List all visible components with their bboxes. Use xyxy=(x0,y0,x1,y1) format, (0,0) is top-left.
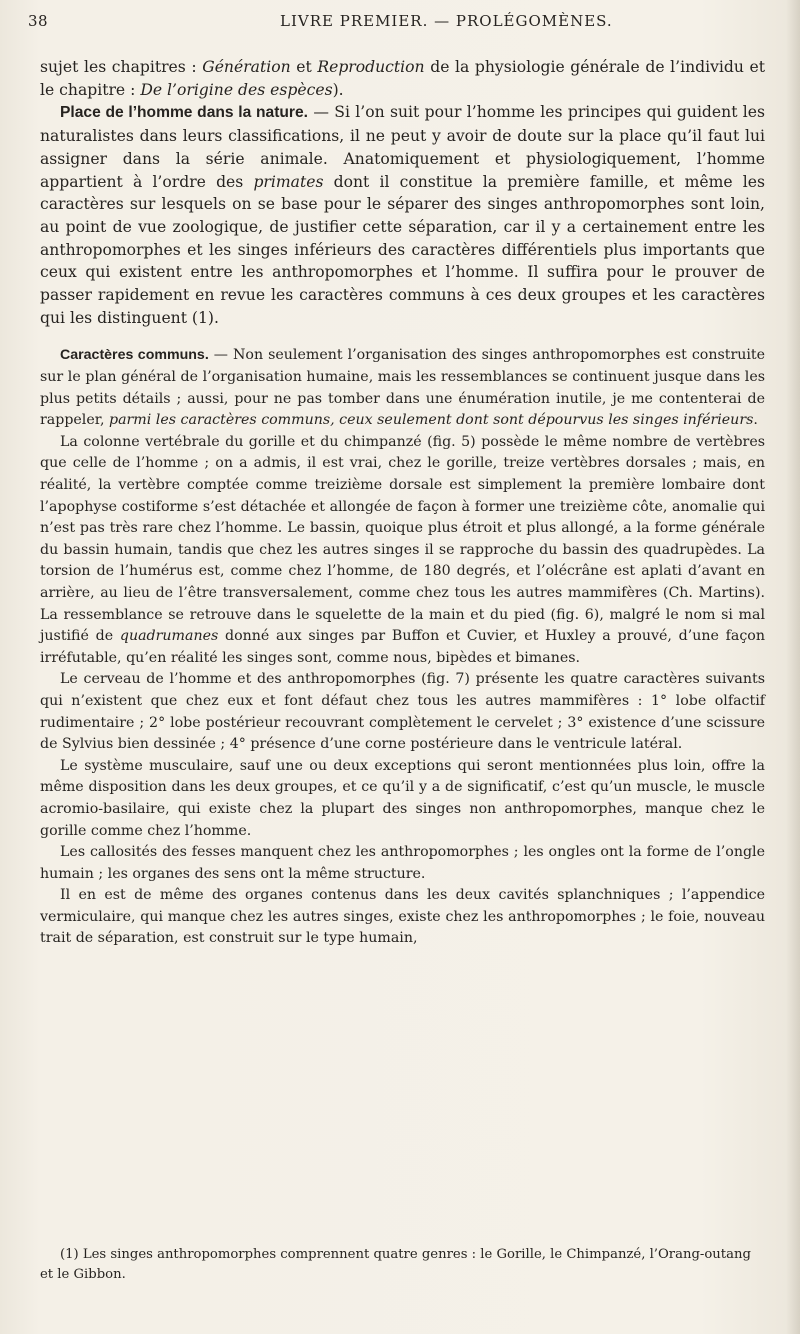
organes-paragraph: Il en est de même des organes contenus dans les deux cavités splanchniques ; l’appendice vermiculaire, qui manque chez les autres singes, existe chez les anthropomorphes ; le foie, nouveau trait de séparation, est construit sur le type humain, xyxy=(40,887,765,947)
caracteres-italic: parmi les caractères communs, ceux seulement dont sont dépourvus les singes inférieurs xyxy=(108,412,754,429)
intro-paragraph xyxy=(40,56,765,101)
running-head: LIVRE PREMIER. — PROLÉGOMÈNES. xyxy=(280,12,613,30)
caracteres-heading: Caractères communs. xyxy=(60,347,209,364)
caracteres-text-1: — Non seulement l’organisation des singes anthropomorphes est construite sur le plan général de l’organisation humaine, mais les ressemblances se continuent jusque dans les plus petits détails ; aussi, pour ne pas tomber dans une énumération inutile, je me contenterai de rappeler, xyxy=(40,347,765,429)
cerveau-paragraph: Le cerveau de l’homme et des anthropomorphes (fig. 7) présente les quatre caractères suivants qui n’existent que chez eux et font défaut chez tous les autres mammifères : 1° lobe olfactif rudimentaire ; 2° lobe postérieur recouvrant complètement le cervelet ; 3° existence d’une scissure de Sylvius bien dessinée ; 4° présence d’une corne postérieure dans le ventricule latéral. xyxy=(40,671,765,753)
place-paragraph xyxy=(40,101,765,329)
systeme-paragraph: Le système musculaire, sauf une ou deux exceptions qui seront mentionnées plus loin, offre la même disposition dans les deux groupes, et ce qu’il y a de significatif, c’est qu’un muscle, le muscle acromio-basilaire, qui existe chez la plupart des singes non anthropomorphes, manque chez le gorille comme chez l’homme. xyxy=(40,757,765,839)
colonne-italic-quadrumanes: quadrumanes xyxy=(119,628,219,645)
intro-italic-reproduction: Reproduction xyxy=(317,58,425,76)
place-text-2: dont il constitue la première famille, et même les caractères sur lesquels on se base pour le séparer des singes anthropomorphes sont loin, au point de vue zoologique, de justifier cette séparation, car il y a certainement entre les anthropomorphes et les singes inférieurs des caractères différentiels plus importants que ceux qui existent entre les anthropomorphes et l’homme. Il suffira pour le prouver de passer rapidement en revue les caractères communs à ces deux groupes et les caractères qui les distinguent (1). xyxy=(40,172,765,327)
intro-italic-generation: Génération xyxy=(202,58,291,76)
caracteres-text-2: . xyxy=(753,412,758,429)
page-header xyxy=(28,12,788,36)
callosites-paragraph: Les callosités des fesses manquent chez les anthropomorphes ; les ongles ont la forme de l’ongle humain ; les organes des sens ont la même structure. xyxy=(40,844,765,882)
colonne-text-1: La colonne vertébrale du gorille et du chimpanzé (fig. 5) possède le même nombre de vertèbres que celle de l’homme ; on a admis, il est vrai, chez le gorille, treize vertèbres dorsales ; mais, en réalité, la vertèbre comptée comme treizième dorsale est simplement la première lombaire dont l’apophyse costiforme s’est détachée et allongée de façon à former une treizième côte, anomalie qui n’est pas très rare chez l’homme. Le bassin, quoique plus étroit et plus allongé, a la forme générale du bassin humain, tandis que chez les autres singes il se rapproche du bassin des quadrupèdes. La torsion de l’humérus est, comme chez l’homme, de 180 degrés, et l’olécrâne est aplati d’avant en arrière, au lieu de l’être transversalement, comme chez tous les autres mammifères (Ch. Martins). La ressemblance se retrouve dans le squelette de la main et du pied (fig. 6), malgré le nom si mal justifié de xyxy=(40,433,765,645)
place-text-1: — Si l’on suit pour l’homme les principes qui guident les naturalistes dans leurs classifications, il ne peut y avoir de doute sur la place qu’il faut lui assigner dans la série animale. Anatomiquement et physiologiquement, l’homme appartient à l’ordre des xyxy=(40,103,766,191)
colonne-text-2: donné aux singes par Buffon et Cuvier, et Huxley a prouvé, d’une façon irréfutable, qu’en réalité les singes sont, comme nous, bipèdes et bimanes. xyxy=(40,628,765,666)
place-heading: Place de l’homme dans la nature. xyxy=(60,104,308,122)
footnote: (1) Les singes anthropomorphes comprennent quatre genres : le Gorille, le Chimpanzé, l’Orang-outang et le Gibbon. xyxy=(40,1247,751,1282)
colonne-paragraph xyxy=(40,432,765,670)
body-text xyxy=(40,56,765,950)
place-italic-primates: primates xyxy=(253,172,324,191)
page-edge-shadow xyxy=(786,0,800,1334)
intro-italic-origine: De l’origine des espèces xyxy=(140,80,333,99)
intro-text-2: et xyxy=(290,58,318,76)
caracteres-paragraph xyxy=(40,345,765,431)
page-number: 38 xyxy=(28,12,49,30)
intro-text-4: ). xyxy=(332,80,344,99)
intro-text-1: sujet les chapitres : xyxy=(40,58,203,76)
intro-text-3: de la physiologie générale de l’individu et le chapitre : xyxy=(40,58,765,99)
